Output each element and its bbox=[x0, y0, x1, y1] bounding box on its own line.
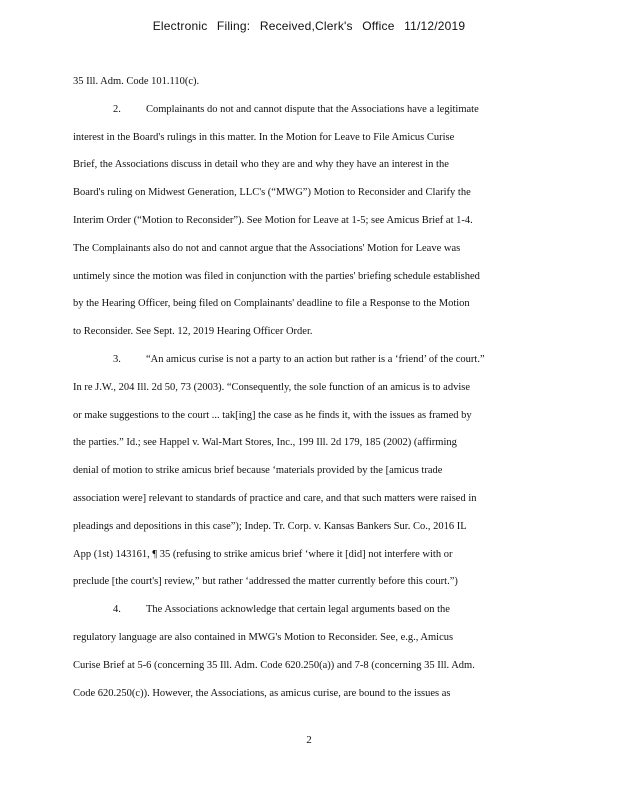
text-line: association were] relevant to standards of practice and care, and that such matters were raised in bbox=[73, 492, 477, 504]
paragraph-4-first-line bbox=[73, 596, 535, 624]
text-line: App (1st) 143161, ¶ 35 (refusing to strike amicus brief ‘where it [did] not interfere with or bbox=[73, 548, 453, 560]
text-line: the parties.” Id.; see Happel v. Wal-Mart Stores, Inc., 199 Ill. 2d 179, 185 (2002) (affirming bbox=[73, 437, 457, 449]
text-line: 35 Ill. Adm. Code 101.110(c). bbox=[73, 76, 200, 87]
text-line: Brief, the Associations discuss in detail who they are and why they have an interest in the bbox=[73, 159, 449, 171]
paragraph-number: 2. bbox=[113, 103, 121, 115]
text-line: Board's ruling on Midwest Generation, LLC's (“MWG”) Motion to Reconsider and Clarify the bbox=[73, 187, 471, 199]
paragraph-number: 3. bbox=[113, 353, 121, 365]
text-line: by the Hearing Officer, being filed on Complainants' deadline to file a Response to the Motion bbox=[73, 298, 470, 310]
page-number: 2 bbox=[306, 734, 312, 746]
text-line: untimely since the motion was filed in conjunction with the parties' briefing schedule established bbox=[73, 270, 480, 282]
text-line: Curise Brief at 5-6 (concerning 35 Ill. Adm. Code 620.250(a)) and 7-8 (concerning 35 Ill. Adm. bbox=[73, 659, 475, 671]
paragraph-number: 4. bbox=[113, 604, 121, 616]
text-line: “An amicus curise is not a party to an action but rather is a ‘friend’ of the court.” bbox=[146, 353, 485, 365]
text-line: or make suggestions to the court ... tak[ing] the case as he finds it, with the issues as framed by bbox=[73, 409, 472, 421]
text-line: In re J.W., 204 Ill. 2d 50, 73 (2003). “Consequently, the sole function of an amicus is to advise bbox=[73, 381, 470, 393]
text-line: Interim Order (“Motion to Reconsider”). See Motion for Leave at 1-5; see Amicus Brief at 1-4. bbox=[73, 214, 473, 226]
text-line: Code 620.250(c)). However, the Associations, as amicus curise, are bound to the issues as bbox=[73, 687, 451, 699]
document-body bbox=[73, 68, 535, 707]
text-line: The Complainants also do not and cannot argue that the Associations' Motion for Leave was bbox=[73, 242, 461, 254]
text-line: to Reconsider. See Sept. 12, 2019 Hearing Officer Order. bbox=[73, 326, 313, 338]
filing-header: Electronic Filing: Received,Clerk's Office 11/12/2019 bbox=[152, 19, 466, 33]
text-line: denial of motion to strike amicus brief because ‘materials provided by the [amicus trade bbox=[73, 465, 443, 477]
text-line: preclude [the court's] review,” but rather ‘addressed the matter currently before this court.”) bbox=[73, 576, 458, 588]
text-line: regulatory language are also contained in MWG's Motion to Reconsider. See, e.g., Amicus bbox=[73, 631, 454, 643]
text-line: pleadings and depositions in this case”); Indep. Tr. Corp. v. Kansas Bankers Sur. Co., 2016 IL bbox=[73, 520, 467, 532]
text-line: interest in the Board's rulings in this matter. In the Motion for Leave to File Amicus Curise bbox=[73, 131, 455, 143]
paragraph-3-first-line bbox=[73, 346, 535, 374]
paragraph-2-first-line bbox=[73, 96, 535, 124]
text-line: Complainants do not and cannot dispute that the Associations have a legitimate bbox=[146, 103, 479, 115]
text-line: The Associations acknowledge that certain legal arguments based on the bbox=[146, 604, 450, 616]
